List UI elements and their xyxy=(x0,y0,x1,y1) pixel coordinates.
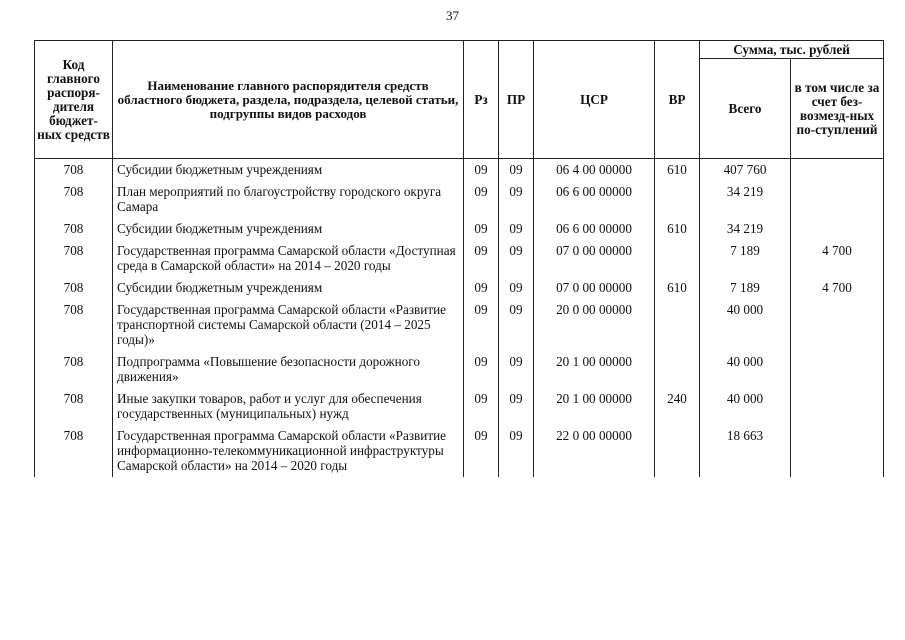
row-csr: 06 6 00 00000 xyxy=(534,181,655,218)
header-code: Код главного распоря-дителя бюджет-ных средств xyxy=(35,41,113,159)
row-grants xyxy=(791,218,884,240)
row-rz: 09 xyxy=(464,240,499,277)
row-total: 407 760 xyxy=(700,159,791,182)
row-vr: 610 xyxy=(655,218,700,240)
header-name: Наименование главного распорядителя средств областного бюджета, раздела, подраздела, целевой статьи, подгруппы видов расходов xyxy=(113,41,464,159)
row-rz: 09 xyxy=(464,218,499,240)
row-total: 7 189 xyxy=(700,240,791,277)
row-csr: 06 4 00 00000 xyxy=(534,159,655,182)
row-vr xyxy=(655,181,700,218)
row-pr: 09 xyxy=(499,277,534,299)
row-rz: 09 xyxy=(464,388,499,425)
table-row xyxy=(35,388,884,425)
table-row xyxy=(35,277,884,299)
row-name: Субсидии бюджетным учреждениям xyxy=(113,159,464,182)
table-row xyxy=(35,351,884,388)
row-name: Субсидии бюджетным учреждениям xyxy=(113,218,464,240)
row-name: Иные закупки товаров, работ и услуг для обеспечения государственных (муниципальных) нужд xyxy=(113,388,464,425)
table-row xyxy=(35,299,884,351)
row-name: Государственная программа Самарской области «Развитие информационно-телекоммуникационной инфраструктуры Самарской области» на 2014 – 2020 годы xyxy=(113,425,464,477)
row-grants xyxy=(791,425,884,477)
row-total: 34 219 xyxy=(700,218,791,240)
header-pr: ПР xyxy=(499,41,534,159)
row-rz: 09 xyxy=(464,277,499,299)
row-vr xyxy=(655,299,700,351)
row-vr xyxy=(655,240,700,277)
row-vr xyxy=(655,425,700,477)
row-pr: 09 xyxy=(499,351,534,388)
header-sum-group: Сумма, тыс. рублей xyxy=(700,41,884,59)
row-pr: 09 xyxy=(499,218,534,240)
row-name: План мероприятий по благоустройству городского округа Самара xyxy=(113,181,464,218)
table-row xyxy=(35,425,884,477)
row-pr: 09 xyxy=(499,388,534,425)
row-vr: 610 xyxy=(655,277,700,299)
row-csr: 20 1 00 00000 xyxy=(534,388,655,425)
row-csr: 07 0 00 00000 xyxy=(534,277,655,299)
header-csr: ЦСР xyxy=(534,41,655,159)
row-pr: 09 xyxy=(499,159,534,182)
row-code: 708 xyxy=(35,425,113,477)
row-rz: 09 xyxy=(464,351,499,388)
row-total: 40 000 xyxy=(700,299,791,351)
row-csr: 22 0 00 00000 xyxy=(534,425,655,477)
row-code: 708 xyxy=(35,218,113,240)
row-code: 708 xyxy=(35,240,113,277)
row-rz: 09 xyxy=(464,181,499,218)
row-grants: 4 700 xyxy=(791,240,884,277)
row-vr: 240 xyxy=(655,388,700,425)
row-name: Государственная программа Самарской области «Доступная среда в Самарской области» на 2014 – 2020 годы xyxy=(113,240,464,277)
row-grants xyxy=(791,351,884,388)
row-code: 708 xyxy=(35,159,113,182)
row-rz: 09 xyxy=(464,299,499,351)
budget-table xyxy=(34,40,884,477)
row-pr: 09 xyxy=(499,299,534,351)
header-vr: ВР xyxy=(655,41,700,159)
row-code: 708 xyxy=(35,299,113,351)
row-grants xyxy=(791,181,884,218)
row-csr: 20 1 00 00000 xyxy=(534,351,655,388)
row-grants xyxy=(791,299,884,351)
row-pr: 09 xyxy=(499,240,534,277)
row-csr: 07 0 00 00000 xyxy=(534,240,655,277)
row-rz: 09 xyxy=(464,425,499,477)
row-name: Субсидии бюджетным учреждениям xyxy=(113,277,464,299)
table-row xyxy=(35,181,884,218)
row-total: 34 219 xyxy=(700,181,791,218)
row-pr: 09 xyxy=(499,425,534,477)
row-csr: 06 6 00 00000 xyxy=(534,218,655,240)
row-total: 7 189 xyxy=(700,277,791,299)
row-csr: 20 0 00 00000 xyxy=(534,299,655,351)
header-rz: Рз xyxy=(464,41,499,159)
row-grants xyxy=(791,388,884,425)
row-rz: 09 xyxy=(464,159,499,182)
row-total: 40 000 xyxy=(700,351,791,388)
table-row xyxy=(35,218,884,240)
row-code: 708 xyxy=(35,351,113,388)
header-total: Всего xyxy=(700,59,791,159)
page-number: 37 xyxy=(446,8,459,23)
table-row xyxy=(35,240,884,277)
row-grants xyxy=(791,159,884,182)
header-grants: в том числе за счет без-возмезд-ных по-ступлений xyxy=(791,59,884,159)
row-pr: 09 xyxy=(499,181,534,218)
row-total: 40 000 xyxy=(700,388,791,425)
row-vr xyxy=(655,351,700,388)
row-total: 18 663 xyxy=(700,425,791,477)
row-code: 708 xyxy=(35,181,113,218)
table-row xyxy=(35,159,884,182)
row-code: 708 xyxy=(35,388,113,425)
row-vr: 610 xyxy=(655,159,700,182)
row-code: 708 xyxy=(35,277,113,299)
row-grants: 4 700 xyxy=(791,277,884,299)
row-name: Подпрограмма «Повышение безопасности дорожного движения» xyxy=(113,351,464,388)
row-name: Государственная программа Самарской области «Развитие транспортной системы Самарской области (2014 – 2025 годы)» xyxy=(113,299,464,351)
